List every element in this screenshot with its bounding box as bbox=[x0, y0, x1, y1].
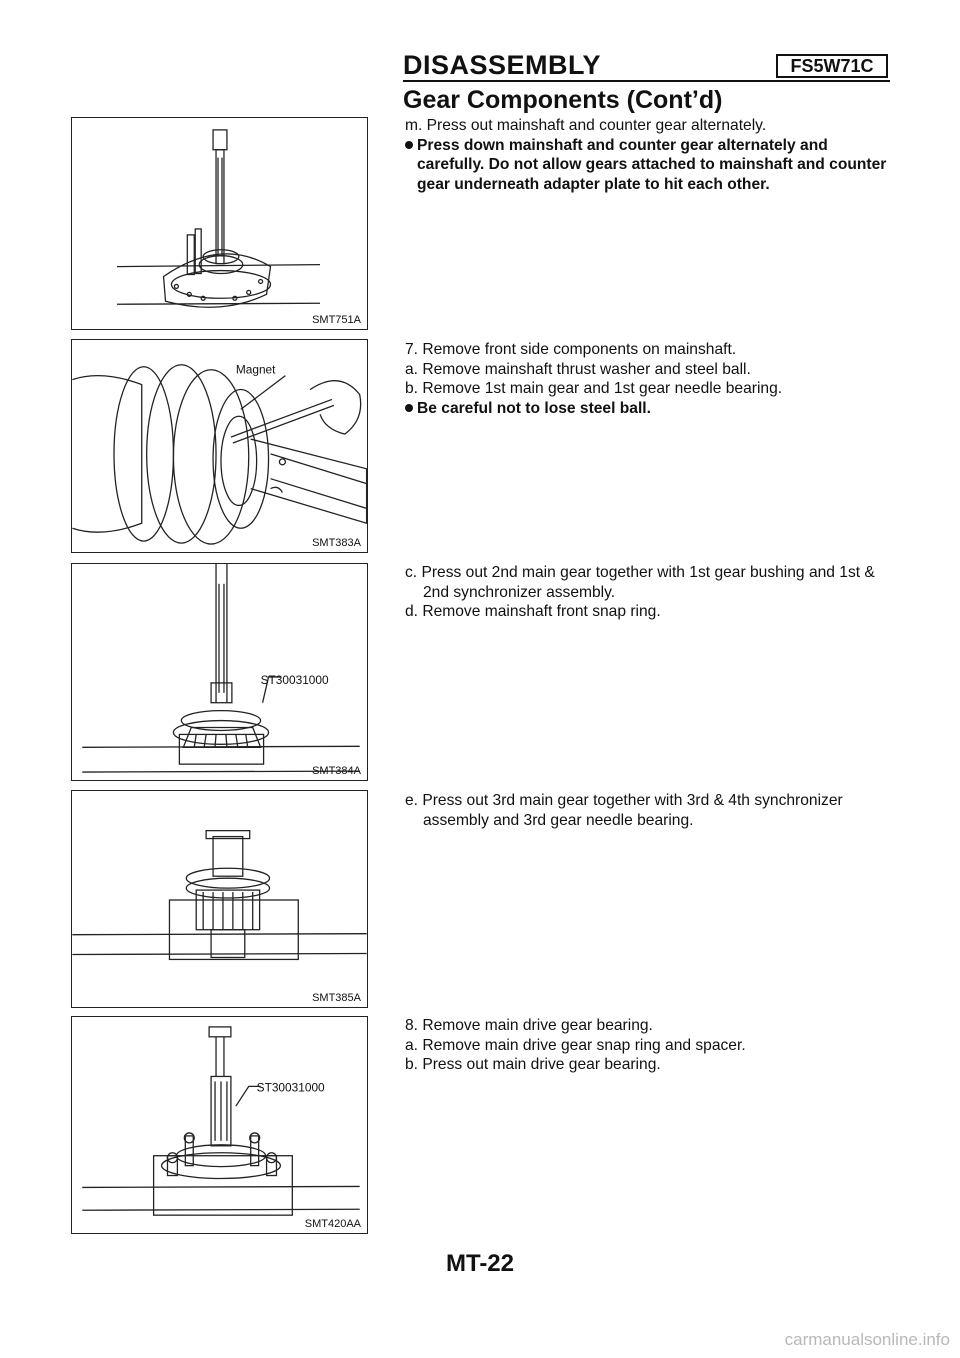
step-text: 7. Remove front side components on mainshaft. bbox=[405, 341, 737, 358]
figure-caption: SMT385A bbox=[312, 992, 361, 1004]
figure-smt385a bbox=[71, 790, 368, 1008]
caution-item: Be careful not to lose steel ball. bbox=[405, 399, 890, 419]
step-text: b. Press out main drive gear bearing. bbox=[405, 1056, 661, 1073]
figure-caption: SMT383A bbox=[312, 537, 361, 549]
page-subtitle: Gear Components (Cont’d) bbox=[403, 86, 723, 114]
figure-caption: SMT384A bbox=[312, 765, 361, 777]
magnet-label: Magnet bbox=[235, 362, 276, 377]
step-text: a. Remove main drive gear snap ring and spacer. bbox=[405, 1036, 746, 1054]
step-text: 8. Remove main drive gear bearing. bbox=[405, 1017, 653, 1034]
model-code-badge: FS5W71C bbox=[776, 54, 888, 78]
section-title: DISASSEMBLY bbox=[403, 50, 602, 80]
tool-label: ST30031000 bbox=[256, 1080, 325, 1095]
tool-label: ST30031000 bbox=[260, 672, 329, 687]
instruction-block-3 bbox=[405, 563, 890, 622]
instruction-block-5 bbox=[405, 1016, 890, 1075]
instruction-block-4 bbox=[405, 791, 890, 830]
step-text: d. Remove mainshaft front snap ring. bbox=[405, 603, 661, 620]
header-rule bbox=[403, 80, 890, 82]
step-text: e. Press out 3rd main gear together with 3rd & 4th synchronizer assembly and 3rd gear needle bearing. bbox=[405, 792, 843, 829]
bullet-icon bbox=[405, 404, 413, 412]
figure-caption: SMT751A bbox=[312, 314, 361, 326]
bullet-icon bbox=[405, 141, 413, 149]
instruction-block-2 bbox=[405, 340, 890, 418]
mainshaft-press-illustration bbox=[72, 118, 367, 329]
figure-smt420aa bbox=[71, 1016, 368, 1234]
caution-item: Press down mainshaft and counter gear alternately and carefully. Do not allow gears attached to mainshaft and counter gear underneath adapter plate to hit each other. bbox=[405, 136, 890, 195]
drive-gear-bearing-press-illustration bbox=[72, 1017, 367, 1233]
steel-ball-removal-illustration bbox=[72, 340, 367, 552]
step-text: b. Remove 1st main gear and 1st gear needle bearing. bbox=[405, 380, 783, 397]
step-text: c. Press out 2nd main gear together with 1st gear bushing and 1st & 2nd synchronizer assembly. bbox=[405, 564, 875, 601]
instruction-block-1 bbox=[405, 116, 890, 194]
third-gear-press-illustration bbox=[72, 791, 367, 1007]
watermark: carmanualsonline.info bbox=[784, 1330, 950, 1349]
figure-smt383a bbox=[71, 339, 368, 553]
figure-smt751a bbox=[71, 117, 368, 330]
step-text: m. Press out mainshaft and counter gear alternately. bbox=[405, 117, 767, 134]
figure-smt384a bbox=[71, 563, 368, 781]
second-gear-press-illustration bbox=[72, 564, 367, 780]
step-text: a. Remove mainshaft thrust washer and steel ball. bbox=[405, 360, 751, 378]
page-number: MT-22 bbox=[445, 1250, 514, 1277]
figure-caption: SMT420AA bbox=[304, 1218, 361, 1230]
